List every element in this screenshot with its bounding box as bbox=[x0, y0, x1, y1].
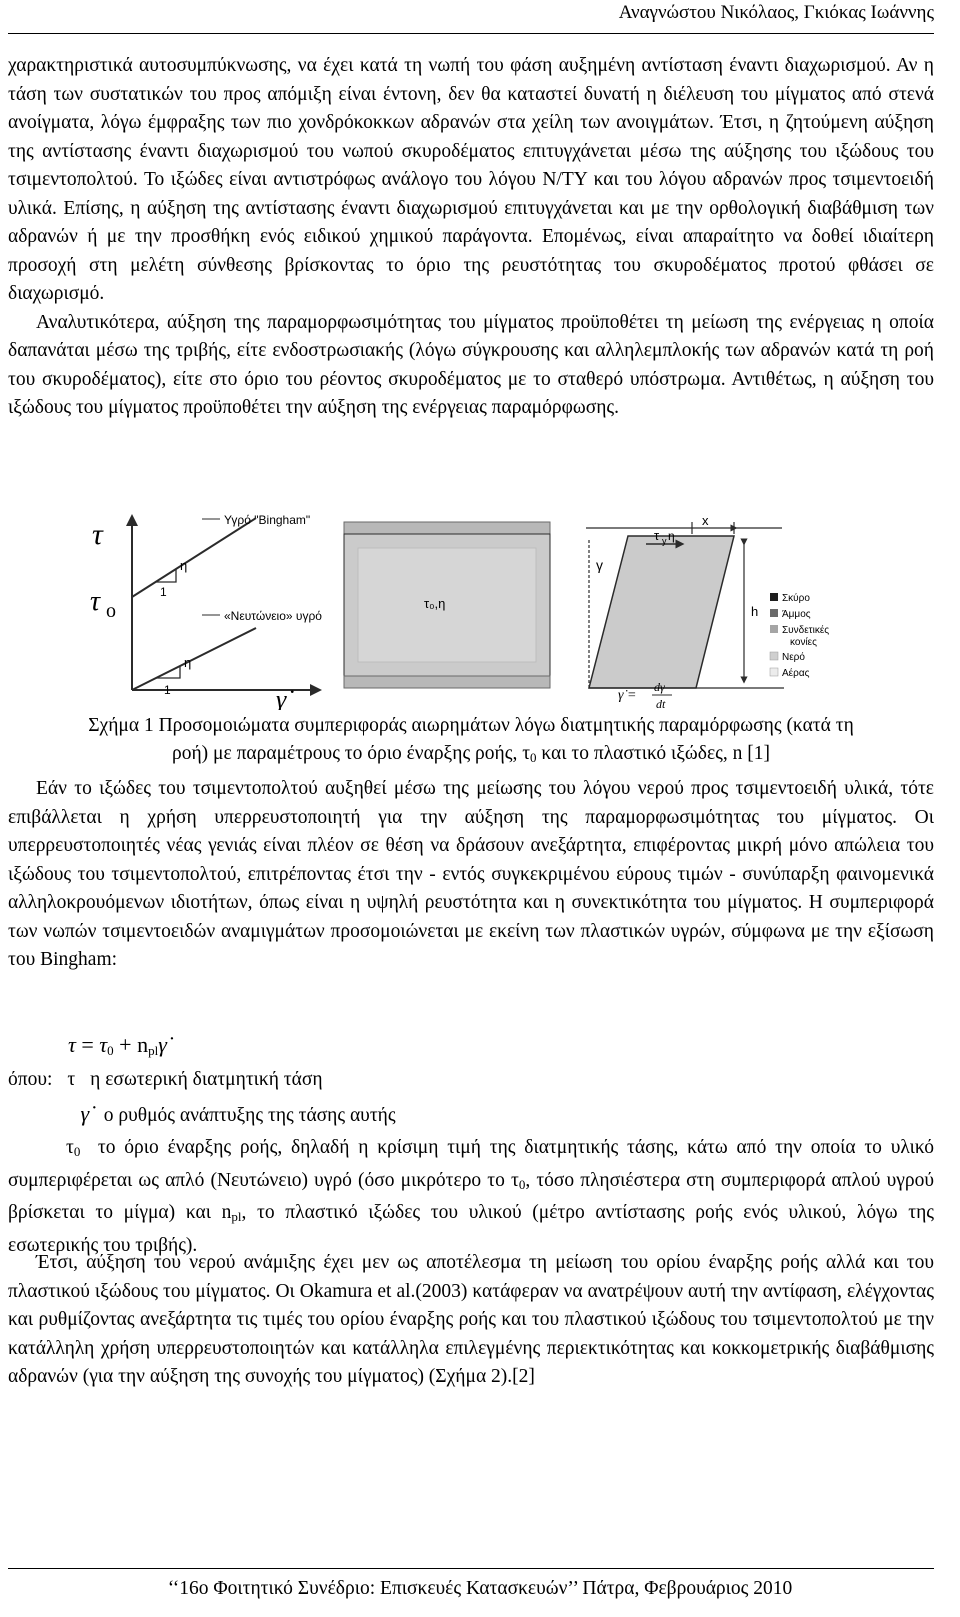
top-plate bbox=[344, 522, 550, 534]
header-rule bbox=[8, 33, 934, 34]
h-label: h bbox=[751, 604, 759, 619]
definition-tau0 bbox=[8, 1134, 934, 1260]
bottom-plate bbox=[344, 676, 550, 688]
material-legend bbox=[770, 592, 829, 679]
formula-denominator: dt bbox=[656, 697, 666, 710]
figure-caption bbox=[8, 712, 934, 772]
legend-label-3: κονίες bbox=[790, 637, 817, 648]
legend-swatch-5 bbox=[770, 668, 778, 676]
def-tau0-text-b: , τόσο πλησιέστερα στη συμπεριφορά απλού υγρού βρίσκεται το μίγμα) και n bbox=[8, 1169, 934, 1223]
box-label: τ₀,η bbox=[424, 596, 446, 611]
fluid-layer-box bbox=[344, 522, 550, 688]
bingham-label: Υγρό "Bingham" bbox=[224, 514, 311, 527]
sheared-parallelogram bbox=[589, 536, 734, 688]
def-tau0-text-c: , το πλαστικό ιξώδες του υλικού (μέτρο αντίστασης ροής ενός υλικού, λόγω της εσωτερικής του τριβής). bbox=[8, 1202, 935, 1256]
def-npl-sub: pl bbox=[231, 1209, 242, 1224]
newtonian-label: «Νευτώνειο» υγρό bbox=[224, 609, 322, 623]
paragraph-1: χαρακτηριστικά αυτοσυμπύκνωσης, να έχει κατά τη νωπή του φάση αυξημένη αντίσταση έναντι διαχωρισμού. Αν η τάση των συστατικών του προς απόμιξη είναι έντονη, δεν θα καταστεί δυνατή η διέλευση του μίγματος από στενά ανοίγματα, λόγω έμφραξης των πιο χονδρόκοκκων αδρανών στα χείλη των ανοιγμάτων. Έτσι, η ζητούμενη αύξηση της αντίστασης έναντι διαχωρισμού του νωπού σκυροδέματος επιτυγχάνεται μέσω της αύξησης του ιξώδους του τσιμεντοπολτού. Το ιξώδες είναι αντιστρόφως ανάλογο του λόγου Ν/ΤΥ και του λόγου αδρανών προς τσιμεντοειδή υλικά. Επίσης, η αύξηση της αντίστασης έναντι διαχωρισμού επιτυγχάνεται και με την ορθολογική διαβάθμιση των αδρανών ή με την προσθήκη ενός ειδικού χημικού παράγοντα. Επομένως, είναι απαραίτητο να δοθεί ιδιαίτερη προσοχή στη μελέτη σύνθεσης βρίσκοντας το όριο της ρευστότητας του σκυροδέματος προτού φθάσει σε διαχωρισμό. bbox=[8, 55, 934, 304]
tau0-subscript: o bbox=[106, 600, 116, 622]
running-header: Αναγνώστου Νικόλαος, Γκιόκας Ιωάννης bbox=[618, 2, 934, 23]
body-text-bottom bbox=[8, 1249, 934, 1392]
gamma-dot-label: γ̇ bbox=[276, 685, 287, 710]
body-text-middle bbox=[8, 775, 934, 975]
def-tau0-sub: 0 bbox=[73, 1144, 81, 1159]
eta-label-2: η bbox=[184, 655, 192, 670]
bingham-equation bbox=[68, 1032, 167, 1059]
newtonian-line bbox=[132, 628, 256, 690]
figure-1 bbox=[84, 514, 874, 710]
eta-shear-label: η bbox=[668, 529, 675, 543]
paragraph-4: Έτσι, αύξηση του νερού ανάμιξης έχει μεν ως αποτέλεσμα τη μείωση του ορίου έναρξης ροής αλλά και του πλαστικού ιξώδους του μίγματος. Οι Okamura et al.(2003) κατάφεραν να ανατρέψουν αυτή την αντίφαση, ελέγχοντας και ρυθμίζοντας ανεξάρτητα τις τιμές του ορίου έναρξης ροής και του πλαστικού ιξώδους του τσιμεντοπολτού με την κατάλληλη χρήση υπερρευστοποιητών και κατάλληλα επιλεγμένης περιεκτικότητας και κοκκομετρικής διαβάθμισης αδρανών (για την αύξηση της συνοχής του μίγματος) (Σχήμα 2).[2] bbox=[8, 1252, 934, 1387]
legend-swatch-0 bbox=[770, 593, 778, 601]
legend-swatch-1 bbox=[770, 609, 778, 617]
legend-label-5: Αέρας bbox=[782, 668, 810, 679]
def-tau-symbol: τ bbox=[67, 1069, 76, 1090]
shear-diagram bbox=[586, 514, 784, 710]
legend-label-4: Νερό bbox=[782, 652, 805, 663]
eq-tau0-sub: 0 bbox=[107, 1043, 114, 1058]
footer-rule bbox=[8, 1568, 934, 1569]
eta-label-1: η bbox=[180, 558, 188, 573]
eq-equals: = bbox=[75, 1032, 100, 1057]
paragraph-3: Εάν το ιξώδες του τσιμεντοπολτού αυξηθεί μέσω της μείωσης του λόγου νερού προς τσιμεντοειδή υλικά, τότε επιβάλλεται η χρήση υπερρευστοποιητή για την αύξηση της παραμορφωσιμότητας του μίγματος. Οι υπερρευστοποιητές νέας γενιάς είναι πλέον σε θέση να δράσουν ανεξάρτητα, επιφέροντας μικρή μόνο απώλεια του ιξώδους του τσιμεντοπολτού, επιτρέποντας έτσι την - εντός συγκεκριμένου εύρους τιμών - συνύπαρξη φαινομενικά αλληλοκρουόμενων ιδιοτήτων, όπως είναι η υψηλή ρευστότητα και η συνεκτικότητα του μίγματος. Η συμπεριφορά των νωπών τσιμεντοειδών αναμιγμάτων προσομοιώνεται με εκείνη των πλαστικών υγρών, σύμφωνα με την εξίσωση του Bingham: bbox=[8, 778, 934, 970]
def-gamma-symbol: γ̇ bbox=[80, 1101, 90, 1126]
caption-line-2-b: και το πλαστικό ιξώδες, n [1] bbox=[536, 743, 770, 764]
caption-line-1: Σχήμα 1 Προσομοιώματα συμπεριφοράς αιωρημάτων λόγω διατμητικής παραμόρφωσης (κατά τη bbox=[88, 715, 854, 736]
formula-numerator: dγ bbox=[654, 680, 665, 694]
tau-subscript: y bbox=[662, 536, 667, 546]
tau0-label: τ bbox=[90, 586, 101, 617]
paragraph-2: Αναλυτικότερα, αύξηση της παραμορφωσιμότητας του μίγματος προϋποθέτει τη μείωση της ενέργειας η οποία δαπανάται μέσω της τριβής, είτε ενδοστρωσιακής (λόγω σύγκρουσης και αλληλεμπλοκής των αδρανών κατά τη ροή του σκυροδέματος), είτε στο όριο του ρέοντος σκυροδέματος με το σταθερό υπόστρωμα. Αντιθέτως, η αύξηση του ιξώδους του μίγματος προϋποθέτει την αύξηση της ενέργειας παραμόρφωσης. bbox=[8, 311, 934, 418]
legend-swatch-4 bbox=[770, 652, 778, 660]
body-text-top bbox=[8, 52, 934, 423]
eq-n-sub: pl bbox=[148, 1043, 159, 1058]
one-label-2: 1 bbox=[164, 683, 171, 697]
eq-tau0: τ bbox=[99, 1032, 108, 1057]
tau-axis-label: τ bbox=[92, 518, 103, 551]
def-tau0-text-a: το όριο έναρξης ροής, δηλαδή η κρίσιμη τιμή της διατμητικής τάσης, κάτω από την οποία το υλικό συμπεριφέρεται ως απλό (Νευτώνειο) υγρό (όσο μικρότερο το τ bbox=[8, 1137, 934, 1191]
flow-curve-graph bbox=[90, 514, 322, 710]
eq-gamma-dot: γ̇ bbox=[158, 1032, 167, 1057]
opou-label: όπου: bbox=[8, 1069, 53, 1090]
definition-gamma-dot bbox=[8, 1100, 934, 1134]
formula-lhs: γ̇ = bbox=[618, 688, 637, 703]
def-tau0-paragraph bbox=[8, 1134, 934, 1260]
legend-swatch-2 bbox=[770, 625, 778, 633]
definitions bbox=[8, 1066, 934, 1134]
def-tau-text: η εσωτερική διατμητική τάση bbox=[90, 1069, 323, 1090]
caption-line-2 bbox=[8, 740, 934, 772]
legend-label-0: Σκύρο bbox=[782, 593, 810, 604]
eq-lhs: τ bbox=[68, 1032, 76, 1057]
running-footer: ‘‘16ο Φοιτητικό Συνέδριο: Επισκευές Κατασκευών’’ Πάτρα, Φεβρουάριος 2010 bbox=[167, 1578, 793, 1599]
legend-label-2: Συνδετικές bbox=[782, 625, 830, 636]
x-label: x bbox=[702, 514, 709, 528]
caption-tau-subscript: 0 bbox=[530, 750, 537, 765]
legend-label-1: Άμμος bbox=[782, 609, 811, 620]
tau-label: τ bbox=[654, 528, 660, 543]
bingham-line bbox=[132, 518, 256, 597]
eq-plus: + bbox=[113, 1032, 138, 1057]
caption-line-2-a: ροή) με παραμέτρους το όριο έναρξης ροής, τ bbox=[172, 743, 531, 764]
fluid-inner bbox=[358, 548, 536, 662]
def-tau0-sub-2: 0 bbox=[518, 1176, 526, 1192]
definition-tau bbox=[8, 1066, 934, 1100]
eq-n: n bbox=[137, 1032, 149, 1057]
def-tau0-symbol: τ bbox=[66, 1137, 74, 1158]
figure-1-drawing bbox=[84, 514, 874, 710]
one-label-1: 1 bbox=[160, 585, 167, 599]
gamma-label: γ bbox=[596, 557, 603, 573]
def-gamma-text: ο ρυθμός ανάπτυξης της τάσης αυτής bbox=[103, 1105, 396, 1126]
